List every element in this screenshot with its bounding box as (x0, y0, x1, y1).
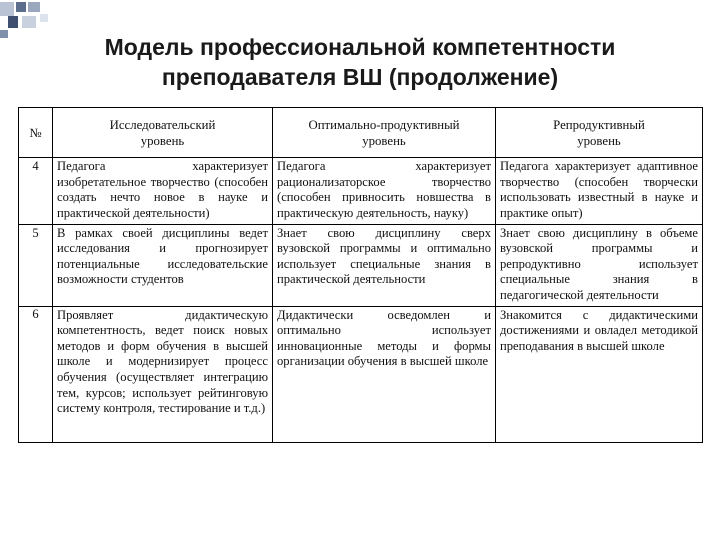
header-reproductive: Репродуктивный уровень (496, 108, 703, 158)
cell-reproductive: Педагога характеризует адаптивное творчество (способен творчески использовать известный в науке и практике опыт) (496, 158, 703, 224)
table-row (19, 224, 703, 306)
slide-title (0, 32, 720, 92)
cell-reproductive: Знакомится с дидактическими достижениями и овладел методикой преподавания в высшей школе (496, 306, 703, 443)
row-num: 5 (19, 224, 53, 306)
cell-reproductive: Знает свою дисциплину в объеме вузовской программы и репродуктивно использует специальные знания в педагогической деятельности (496, 224, 703, 306)
table-header-row (19, 108, 703, 158)
cell-optimal: Педагога характеризует рационализаторское творчество (способен привносить новшества в практическую деятельность, науку) (273, 158, 496, 224)
table-row (19, 158, 703, 224)
title-line-1: Модель профессиональной компетентности (104, 34, 616, 60)
row-num: 6 (19, 306, 53, 443)
header-optimal: Оптимально-продуктивный уровень (273, 108, 496, 158)
cell-optimal: Знает свою дисциплину сверх вузовской программы и оптимально использует специальные знания в практической деятельности (273, 224, 496, 306)
table-row (19, 306, 703, 443)
competence-table (18, 107, 703, 443)
cell-research: Проявляет дидактическую компетентность, ведет поиск новых методов и форм обучения в высшей школе и модернизирует процесс обучения (осуществляет интеграцию тем, курсов; использует рейтинговую систему контроля, тестирование и т.д.) (53, 306, 273, 443)
cell-research: Педагога характеризует изобретательное творчество (способен создать нечто новое в науке и практической деятельности) (53, 158, 273, 224)
row-num: 4 (19, 158, 53, 224)
cell-optimal: Дидактически осведомлен и оптимально использует инновационные методы и формы организации обучения в высшей школе (273, 306, 496, 443)
title-line-2: преподавателя ВШ (продолжение) (161, 64, 559, 90)
header-research: Исследовательский уровень (53, 108, 273, 158)
cell-research: В рамках своей дисциплины ведет исследования и прогнозирует потенциальные исследовательские возможности студентов (53, 224, 273, 306)
header-num: № (19, 108, 53, 158)
